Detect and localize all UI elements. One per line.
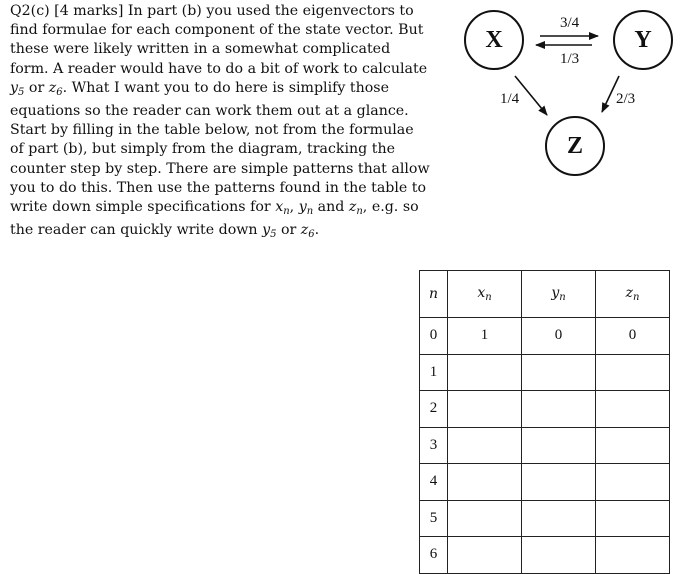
cell-y[interactable] (522, 391, 596, 428)
cell-y[interactable]: 0 (522, 318, 596, 355)
cell-z[interactable] (596, 537, 670, 574)
cell-n: 3 (420, 427, 448, 464)
cell-z[interactable] (596, 464, 670, 501)
header-zn: $z_n$ (596, 271, 670, 318)
cell-y[interactable] (522, 500, 596, 537)
math-xn: $x_n$ (275, 199, 290, 218)
table-row (420, 354, 670, 391)
node-z: Z (545, 116, 605, 176)
cell-z[interactable]: 0 (596, 318, 670, 355)
table-header-row (420, 271, 670, 318)
math-zn: $z_n$ (348, 199, 363, 218)
cell-n: 2 (420, 391, 448, 428)
header-yn: $y_n$ (522, 271, 596, 318)
question-and: and (313, 199, 349, 216)
math-y5-second: $y_5$ (262, 222, 277, 241)
state-diagram (450, 0, 697, 200)
table-row (420, 500, 670, 537)
question-comma: , (289, 199, 299, 216)
cell-z[interactable] (596, 500, 670, 537)
arrow-x-to-z (515, 76, 547, 115)
label-y-to-x: 1/3 (560, 51, 580, 67)
cell-y[interactable] (522, 354, 596, 391)
math-y5: $y_5$ (10, 79, 25, 98)
cell-n: 4 (420, 464, 448, 501)
question-text (10, 2, 430, 244)
table-row (420, 391, 670, 428)
table-row (420, 464, 670, 501)
table-row (420, 537, 670, 574)
question-end: . (314, 222, 320, 239)
counter-table (419, 270, 670, 574)
label-x-to-y: 3/4 (560, 15, 580, 31)
cell-x[interactable]: 1 (448, 318, 522, 355)
cell-n: 6 (420, 537, 448, 574)
cell-y[interactable] (522, 464, 596, 501)
table-row (420, 427, 670, 464)
cell-x[interactable] (448, 537, 522, 574)
math-z6-second: $z_6$ (300, 222, 315, 241)
cell-x[interactable] (448, 391, 522, 428)
cell-n: 0 (420, 318, 448, 355)
cell-x[interactable] (448, 500, 522, 537)
question-tail: , e.g. so the reader can quickly write down (10, 199, 419, 239)
cell-z[interactable] (596, 391, 670, 428)
cell-n: 5 (420, 500, 448, 537)
question-or-second: or (276, 222, 301, 239)
cell-y[interactable] (522, 537, 596, 574)
cell-x[interactable] (448, 354, 522, 391)
label-x-to-z: 1/4 (500, 91, 520, 107)
table-row (420, 318, 670, 355)
math-yn: $y_n$ (298, 199, 314, 218)
cell-x[interactable] (448, 427, 522, 464)
node-y: Y (613, 10, 673, 70)
label-y-to-z: 2/3 (616, 91, 636, 107)
question-body: . What I want you to do here is simplify those equations so the reader can work them out at a glance. Start by filling in the table below, not from the formulae of part (b), but simply from the diagram, tracking the counter step by step. There are simple patterns that allow you to do this. Then use the patterns found in the table to write down simple specifications for (10, 79, 430, 216)
cell-y[interactable] (522, 427, 596, 464)
header-n: n (420, 271, 448, 318)
header-xn: $x_n$ (448, 271, 522, 318)
node-x: X (464, 10, 524, 70)
question-paragraph (10, 2, 430, 244)
cell-n: 1 (420, 354, 448, 391)
cell-z[interactable] (596, 427, 670, 464)
math-z6: $z_6$ (48, 79, 63, 98)
cell-x[interactable] (448, 464, 522, 501)
question-intro: Q2(c) [4 marks] In part (b) you used the eigenvectors to find formulae for each component of the state vector. But these were likely written in a somewhat complicated form. A reader would have to do a bit of work to calculate (10, 3, 428, 77)
question-or: or (24, 79, 49, 96)
cell-z[interactable] (596, 354, 670, 391)
